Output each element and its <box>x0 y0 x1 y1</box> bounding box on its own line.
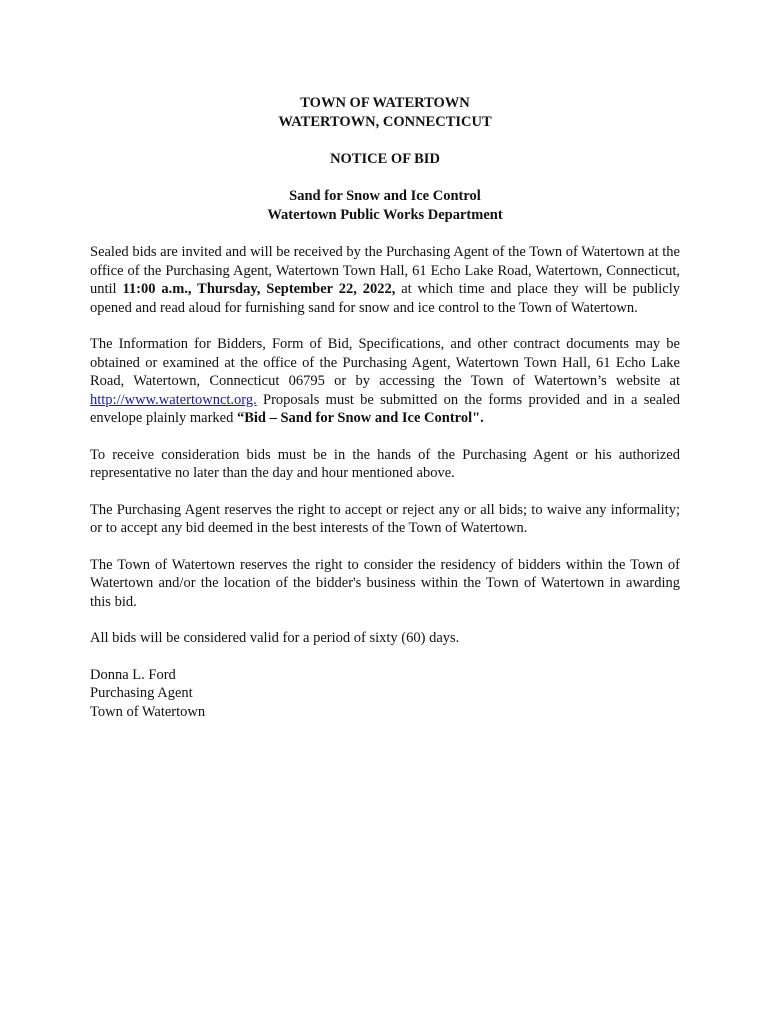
paragraph-rights: The Purchasing Agent reserves the right to accept or reject any or all bids; to waive any informality; or to accept any bid deemed in the best interests of the Town of Watertown. <box>90 501 680 536</box>
text: Sealed bids are invited and will be received by the Purchasing Agent of the Town of Watertown at the office of the Purchasing Agent, Watertown Town Hall, 61 Echo Lake Road, Watertown, Connecticut, until <box>90 244 680 297</box>
text: Proposals must be submitted on the forms provided and in a sealed envelope plainly marked <box>90 391 680 426</box>
notice-of-bid: NOTICE OF BID <box>330 151 440 167</box>
subject-line-1: Sand for Snow and Ice Control <box>289 188 481 204</box>
notice-title <box>90 150 680 169</box>
signer-name: Donna L. Ford <box>90 666 176 683</box>
text: at which time and place they will be publicly opened and read aloud for furnishing sand for snow and ice control to the Town of Watertown. <box>90 281 680 316</box>
town-header <box>90 94 680 132</box>
paragraph-consideration: To receive consideration bids must be in the hands of the Purchasing Agent or his authorized representative no later than the day and hour mentioned above. <box>90 446 680 481</box>
town-location: WATERTOWN, CONNECTICUT <box>278 114 492 130</box>
bid-subject <box>90 187 680 225</box>
paragraph-invitation <box>90 243 680 317</box>
subject-line-2: Watertown Public Works Department <box>267 207 503 223</box>
town-name: TOWN OF WATERTOWN <box>300 95 470 111</box>
signer-org: Town of Watertown <box>90 703 206 720</box>
deadline-emphasis: 11:00 a.m., Thursday, September 22, 2022, <box>122 281 396 297</box>
text: The Information for Bidders, Form of Bid, Specifications, and other contract documents may be obtained or examined at the office of the Purchasing Agent, Watertown Town Hall, 61 Echo Lake Road, Watertown, Connecticut 06795 or by accessing the Town of Watertown’s website at <box>90 336 680 389</box>
envelope-marking: “Bid – Sand for Snow and Ice Control". <box>236 410 484 426</box>
signature-block <box>90 666 680 722</box>
website-link[interactable]: http://www.watertownct.org. <box>90 391 257 408</box>
signer-title: Purchasing Agent <box>90 685 193 701</box>
paragraph-documents <box>90 335 680 428</box>
paragraph-validity: All bids will be considered valid for a period of sixty (60) days. <box>90 630 460 646</box>
paragraph-residency: The Town of Watertown reserves the right to consider the residency of bidders within the Town of Watertown and/or the location of the bidder's business within the Town of Watertown in awarding this bid. <box>90 556 680 610</box>
